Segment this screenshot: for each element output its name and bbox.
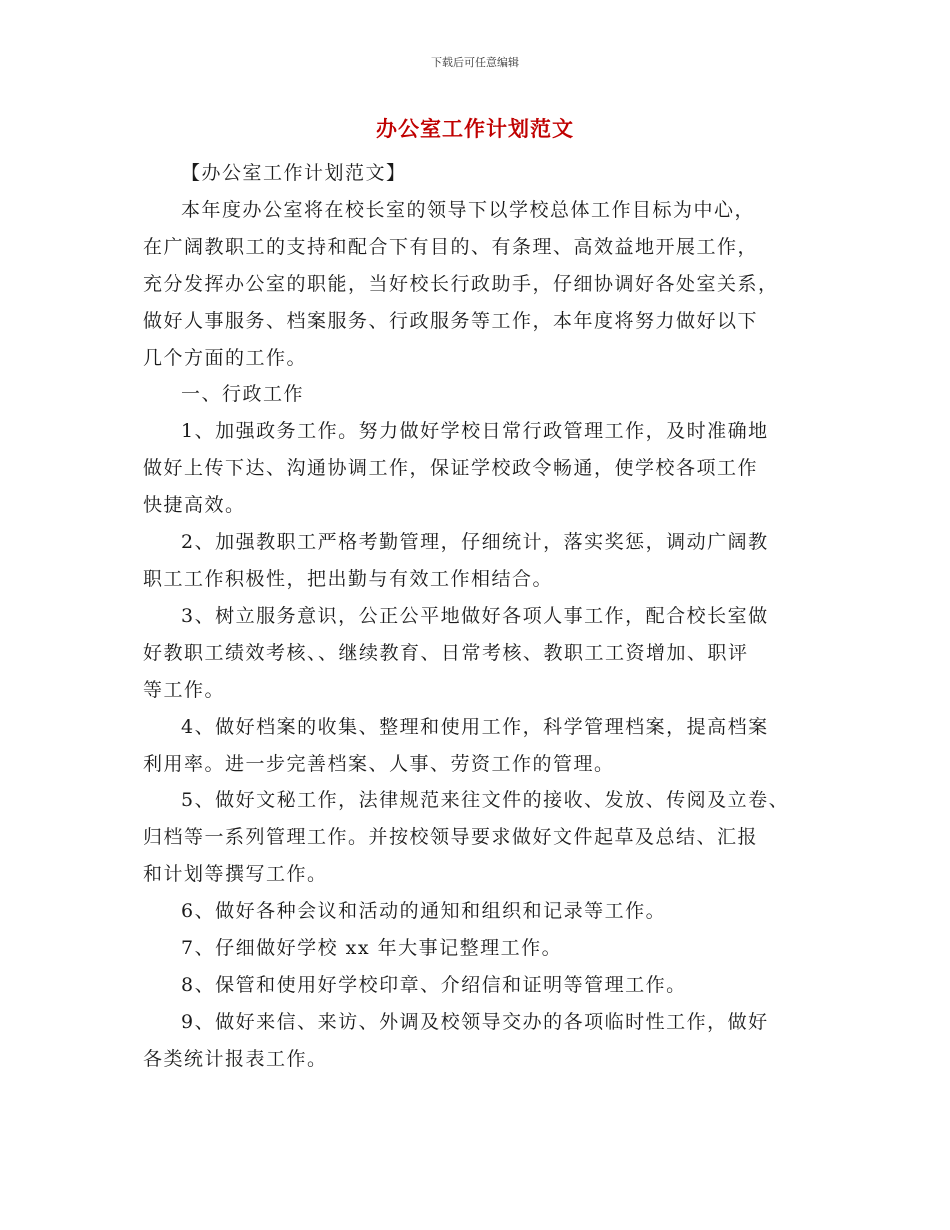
list-item-5: 5、做好文秘工作，法律规范来往文件的接收、发放、传阅及立卷、 归档等一系列管理工作。并按校领导要求做好文件起草及总结、汇报 和计划等撰写工作。 bbox=[143, 789, 790, 886]
list-item-9: 9、做好来信、来访、外调及校领导交办的各项临时性工作，做好 各类统计报表工作。 bbox=[143, 1010, 769, 1070]
list-item-2: 2、加强教职工严格考勤管理，仔细统计，落实奖惩，调动广阔教 职工工作积极性，把出勤与有效工作相结合。 bbox=[143, 531, 769, 590]
list-item-4: 4、做好档案的收集、整理和使用工作，科学管理档案，提高档案 利用率。进一步完善档案、人事、劳资工作的管理。 bbox=[143, 715, 769, 775]
paragraph-heading-bracket: 【办公室工作计划范文】 bbox=[181, 162, 407, 184]
list-item-6: 6、做好各种会议和活动的通知和组织和记录等工作。 bbox=[181, 900, 667, 923]
document-body bbox=[143, 155, 823, 1078]
list-item-1: 1、加强政务工作。努力做好学校日常行政管理工作，及时准确地 做好上传下达、沟通协调工作，保证学校政令畅通，使学校各项工作 快捷高效。 bbox=[143, 420, 769, 517]
list-item-7: 7、仔细做好学校 xx 年大事记整理工作。 bbox=[181, 937, 563, 960]
list-item-3: 3、树立服务意识，公正公平地做好各项人事工作，配合校长室做 好教职工绩效考核、、继续教育、日常考核、教职工工资增加、职评 等工作。 bbox=[143, 604, 769, 701]
paragraph-intro: 本年度办公室将在校长室的领导下以学校总体工作目标为中心， 在广阔教职工的支持和配合下有目的、有条理、高效益地开展工作， 充分发挥办公室的职能，当好校长行政助手，仔细协调好各处室关系， 做好人事服务、档案服务、行政服务等工作，本年度将努力做好以下 几个方面的工作。 bbox=[143, 198, 779, 369]
document-title: 办公室工作计划范文 bbox=[376, 117, 574, 141]
section-heading-admin: 一、行政工作 bbox=[181, 383, 305, 406]
list-item-8: 8、保管和使用好学校印章、介绍信和证明等管理工作。 bbox=[181, 973, 687, 996]
page-header-note: 下载后可任意编辑 bbox=[431, 56, 519, 69]
